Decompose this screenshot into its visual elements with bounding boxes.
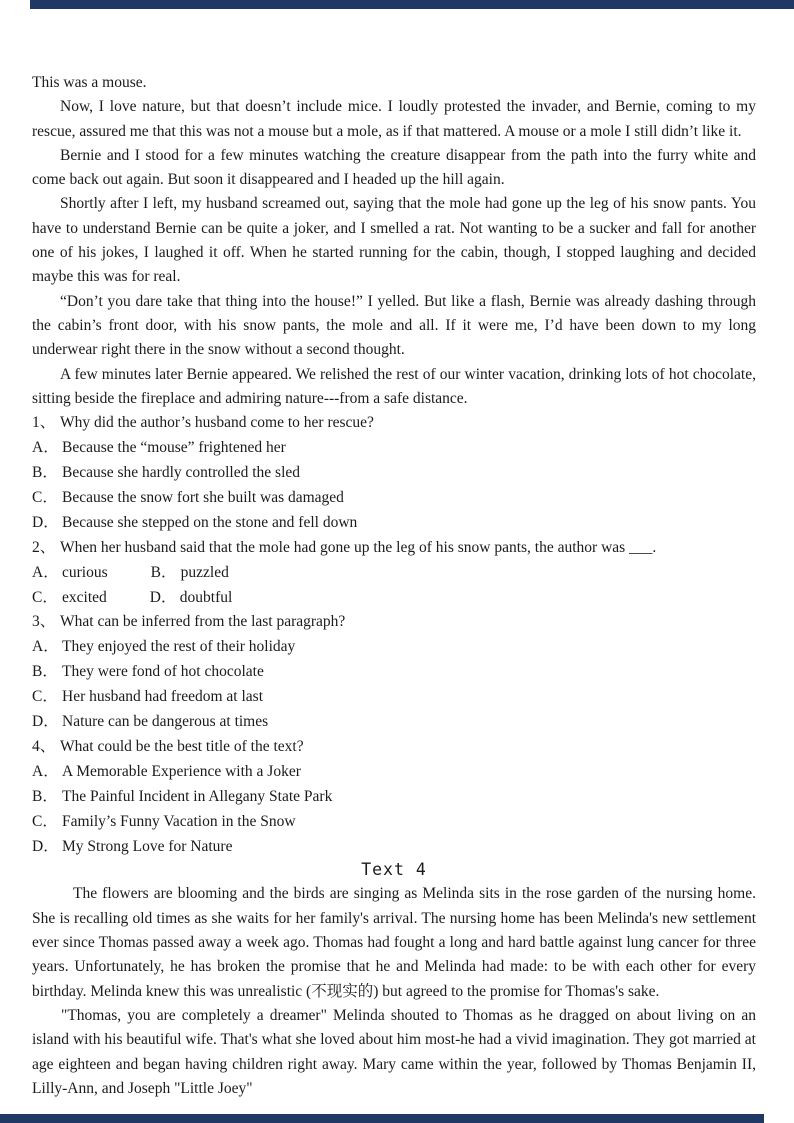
question-4 (32, 735, 756, 860)
text4-paragraph: "Thomas, you are completely a dreamer" Melinda shouted to Thomas as he dragged on about living on an island with his beautiful wife. That's what she loved about him most-he had a vivid imagination. They got married at age eighteen and began having children right away. Mary came within the year, followed by Thomas Benjamin II, Lilly-Ann, and Joseph "Little Joey" (32, 1006, 756, 1097)
option-text: Her husband had freedom at last (62, 688, 264, 706)
document-content (32, 71, 756, 1101)
option-label: D． (32, 837, 59, 855)
passage-paragraph: “Don’t you dare take that thing into the house!” I yelled. But like a flash, Bernie was already dashing through the cabin’s front door, with his snow pants, the mole and all. If it were me, I’d have been down to my long underwear right there in the snow without a second thought. (32, 292, 756, 359)
option-c (32, 486, 756, 511)
question-number: 4、 (32, 737, 56, 755)
text4-paragraph: The flowers are blooming and the birds are singing as Melinda sits in the rose garden of the nursing home. She is recalling old times as she waits for her family's arrival. The nursing home has been Melinda's new settlement ever since Thomas passed away a week ago. Thomas had fought a long and hard battle against lung cancer for three years. Unfortunately, he has broken the promise that he and Melinda had made: to be with each other for every birthday. Melinda knew this was unrealistic (不现实的) but agreed to the promise for Thomas's sake. (32, 885, 756, 1000)
passage-paragraph: A few minutes later Bernie appeared. We relished the rest of our winter vacation, drinking lots of hot chocolate, sitting beside the fireplace and admiring nature---from a safe distance. (32, 365, 756, 407)
option-label: B． (32, 463, 58, 481)
question-text: When her husband said that the mole had gone up the leg of his snow pants, the author was ___. (60, 538, 657, 556)
question-stem (32, 411, 756, 436)
option-text: My Strong Love for Nature (62, 837, 233, 855)
option-label: D． (32, 713, 59, 731)
option-b (32, 785, 756, 810)
option-pair-ab (32, 561, 756, 586)
option-label: A． (32, 638, 59, 656)
option-text: The Painful Incident in Allegany State Park (62, 787, 333, 805)
question-number: 2、 (32, 538, 56, 556)
question-stem (32, 735, 756, 760)
option-label: B． (32, 787, 58, 805)
option-d (32, 511, 756, 536)
top-border-bar (30, 0, 794, 9)
option-label: C． (32, 812, 58, 830)
option-text: Because she stepped on the stone and fell down (62, 513, 358, 531)
option-label: B． (150, 563, 177, 581)
option-label: B． (32, 663, 58, 681)
option-label: A． (32, 563, 59, 581)
option-text: They were fond of hot chocolate (62, 663, 264, 681)
option-d (32, 835, 756, 860)
option-text: excited (62, 588, 107, 606)
question-number: 1、 (32, 414, 56, 432)
option-pair-cd (32, 586, 756, 611)
option-text: doubtful (179, 588, 233, 606)
passage-paragraph: Now, I love nature, but that doesn’t include mice. I loudly protested the invader, and Bernie, coming to my rescue, assured me that this was not a mouse but a mole, as if that mattered. A mouse or a mole I still didn’t like it. (32, 98, 756, 140)
option-label: C． (32, 488, 58, 506)
option-d (32, 710, 756, 735)
question-2 (32, 536, 756, 611)
passage-paragraph: Shortly after I left, my husband screamed out, saying that the mole had gone up the leg of his snow pants. You have to understand Bernie can be quite a joker, and I smelled a rat. Not wanting to be a sucker and fall for another one of his jokes, I laughed it off. When he started running for the cabin, though, I stopped laughing and decided maybe this was for real. (32, 195, 756, 286)
option-a (32, 760, 756, 785)
option-label: A． (32, 762, 59, 780)
option-text: A Memorable Experience with a Joker (62, 762, 301, 780)
option-text: Because the snow fort she built was damaged (62, 488, 344, 506)
question-stem (32, 610, 756, 635)
option-a (32, 436, 756, 461)
option-label: D． (149, 588, 177, 606)
option-text: Because the “mouse” frightened her (62, 439, 286, 457)
option-label: A． (32, 439, 59, 457)
question-3 (32, 610, 756, 735)
question-text: Why did the author’s husband come to her rescue? (60, 414, 374, 432)
option-text: Nature can be dangerous at times (62, 713, 269, 731)
option-b (32, 660, 756, 685)
option-text: They enjoyed the rest of their holiday (62, 638, 296, 656)
question-number: 3、 (32, 613, 56, 631)
option-text: Family’s Funny Vacation in the Snow (62, 812, 296, 830)
option-label: C． (32, 688, 58, 706)
passage-paragraph: This was a mouse. (32, 74, 147, 91)
option-text: puzzled (180, 563, 229, 581)
text4-heading: Text 4 (361, 860, 427, 880)
passage-paragraph: Bernie and I stood for a few minutes watching the creature disappear from the path into the furry white and come back out again. But soon it disappeared and I headed up the hill again. (32, 146, 756, 189)
option-text: Because she hardly controlled the sled (62, 463, 301, 481)
question-text: What could be the best title of the text? (60, 737, 304, 755)
option-label: C． (32, 588, 58, 606)
question-1 (32, 411, 756, 536)
option-c (32, 685, 756, 710)
option-b (32, 461, 756, 486)
option-label: D． (32, 513, 59, 531)
option-a (32, 635, 756, 660)
option-c (32, 810, 756, 835)
bottom-border-bar (0, 1114, 764, 1123)
question-text: What can be inferred from the last paragraph? (60, 613, 346, 631)
question-stem (32, 536, 756, 561)
option-text: curious (62, 563, 108, 581)
